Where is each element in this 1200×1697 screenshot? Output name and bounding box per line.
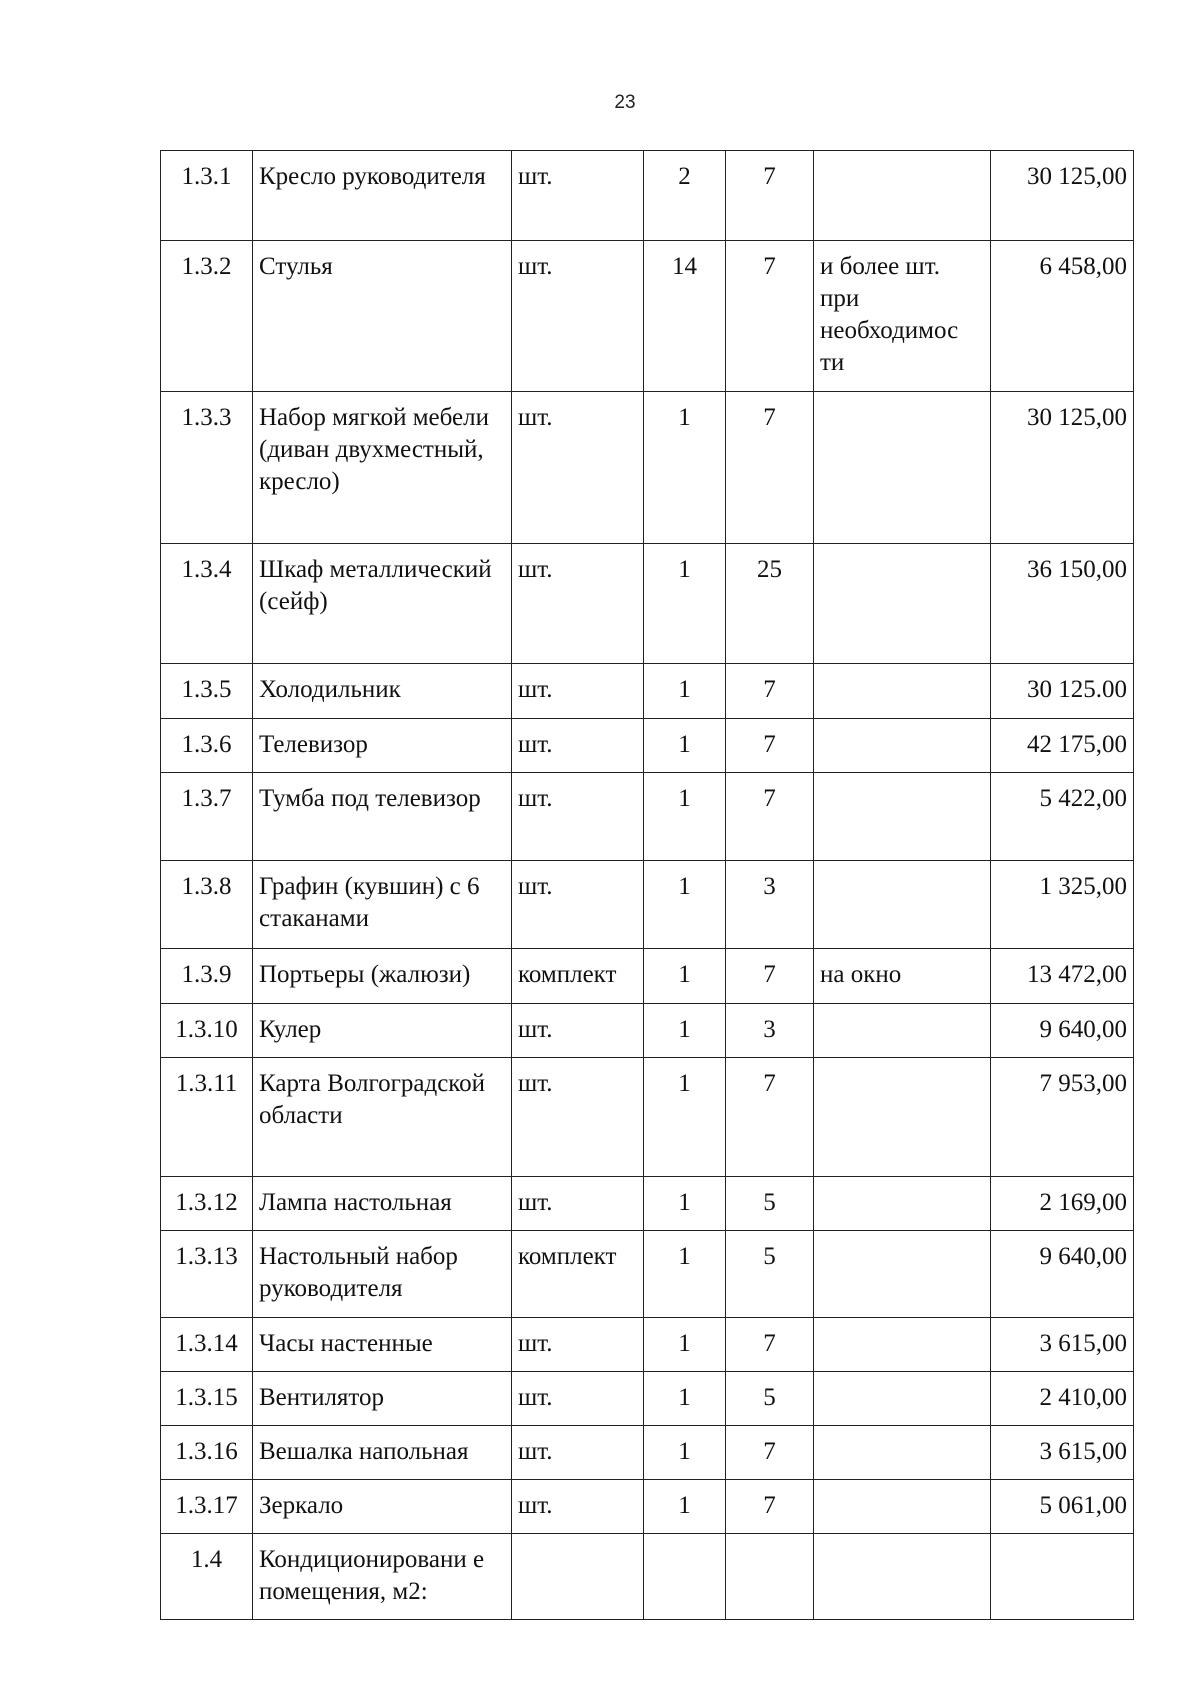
table-row: [161, 392, 1134, 544]
item-price: 13 472,00: [991, 949, 1134, 1004]
item-name: Карта Волгоградской области: [253, 1058, 512, 1177]
item-note: [814, 1480, 991, 1534]
item-price: 6 458,00: [991, 241, 1134, 392]
item-number: 1.4: [161, 1534, 253, 1620]
item-price: 3 615,00: [991, 1318, 1134, 1372]
item-term: 7: [726, 241, 814, 392]
item-number: 1.3.1: [161, 151, 253, 241]
table-row: [161, 1058, 1134, 1177]
table-row: [161, 1231, 1134, 1318]
table-row: [161, 151, 1134, 241]
item-unit: шт.: [512, 861, 644, 949]
item-note: [814, 392, 991, 544]
item-price: 2 410,00: [991, 1372, 1134, 1426]
item-unit: шт.: [512, 1177, 644, 1231]
item-price: 2 169,00: [991, 1177, 1134, 1231]
item-quantity: 1: [644, 1177, 726, 1231]
item-price: 42 175,00: [991, 719, 1134, 773]
item-price: 30 125.00: [991, 664, 1134, 719]
item-name: Лампа настольная: [253, 1177, 512, 1231]
item-note: [814, 719, 991, 773]
item-number: 1.3.3: [161, 392, 253, 544]
item-note: [814, 1534, 991, 1620]
table-row: [161, 949, 1134, 1004]
item-term: 7: [726, 664, 814, 719]
item-number: 1.3.9: [161, 949, 253, 1004]
item-quantity: 1: [644, 1058, 726, 1177]
item-term: 5: [726, 1231, 814, 1318]
item-quantity: 1: [644, 1426, 726, 1480]
item-term: 7: [726, 719, 814, 773]
item-name: Шкаф металлический (сейф): [253, 544, 512, 664]
item-name: Кулер: [253, 1004, 512, 1058]
item-note: [814, 1004, 991, 1058]
item-number: 1.3.8: [161, 861, 253, 949]
item-quantity: 1: [644, 664, 726, 719]
item-number: 1.3.2: [161, 241, 253, 392]
item-unit: шт.: [512, 1004, 644, 1058]
item-note: [814, 1058, 991, 1177]
item-term: 3: [726, 1004, 814, 1058]
item-price: 36 150,00: [991, 544, 1134, 664]
item-note: [814, 1372, 991, 1426]
item-number: 1.3.6: [161, 719, 253, 773]
item-unit: шт.: [512, 1372, 644, 1426]
item-quantity: 1: [644, 719, 726, 773]
item-term: 7: [726, 1480, 814, 1534]
page-number: 23: [614, 92, 636, 113]
item-unit: шт.: [512, 664, 644, 719]
item-price: 3 615,00: [991, 1426, 1134, 1480]
item-number: 1.3.11: [161, 1058, 253, 1177]
item-note: [814, 773, 991, 861]
item-name: Телевизор: [253, 719, 512, 773]
item-unit: [512, 1534, 644, 1620]
item-quantity: [644, 1534, 726, 1620]
item-unit: шт.: [512, 1426, 644, 1480]
table-row: [161, 1177, 1134, 1231]
item-number: 1.3.7: [161, 773, 253, 861]
item-name: Зеркало: [253, 1480, 512, 1534]
item-name: Вешалка напольная: [253, 1426, 512, 1480]
item-price: 30 125,00: [991, 151, 1134, 241]
item-number: 1.3.13: [161, 1231, 253, 1318]
item-price: [991, 1534, 1134, 1620]
item-term: 3: [726, 861, 814, 949]
item-note: [814, 544, 991, 664]
item-term: 7: [726, 392, 814, 544]
item-number: 1.3.12: [161, 1177, 253, 1231]
item-unit: комплект: [512, 1231, 644, 1318]
item-name: Портьеры (жалюзи): [253, 949, 512, 1004]
item-quantity: 1: [644, 861, 726, 949]
item-note: [814, 1318, 991, 1372]
table-row: [161, 1426, 1134, 1480]
item-note: [814, 1426, 991, 1480]
item-quantity: 1: [644, 1231, 726, 1318]
item-quantity: 1: [644, 949, 726, 1004]
item-term: 5: [726, 1372, 814, 1426]
item-term: 7: [726, 949, 814, 1004]
table-row: [161, 241, 1134, 392]
item-quantity: 14: [644, 241, 726, 392]
item-number: 1.3.10: [161, 1004, 253, 1058]
item-term: 5: [726, 1177, 814, 1231]
item-note: [814, 861, 991, 949]
item-number: 1.3.17: [161, 1480, 253, 1534]
item-name: Графин (кувшин) с 6 стаканами: [253, 861, 512, 949]
item-term: 7: [726, 151, 814, 241]
item-name: Кресло руководителя: [253, 151, 512, 241]
item-note: на окно: [814, 949, 991, 1004]
item-note: [814, 664, 991, 719]
table-row: [161, 544, 1134, 664]
item-price: 30 125,00: [991, 392, 1134, 544]
table-row: [161, 1534, 1134, 1620]
item-name: Набор мягкой мебели (диван двухместный, кресло): [253, 392, 512, 544]
item-note: [814, 151, 991, 241]
item-quantity: 1: [644, 392, 726, 544]
item-price: 9 640,00: [991, 1231, 1134, 1318]
item-note: [814, 1177, 991, 1231]
item-name: Стулья: [253, 241, 512, 392]
item-unit: шт.: [512, 773, 644, 861]
item-number: 1.3.16: [161, 1426, 253, 1480]
item-unit: шт.: [512, 719, 644, 773]
item-number: 1.3.14: [161, 1318, 253, 1372]
table-row: [161, 664, 1134, 719]
item-name: Часы настенные: [253, 1318, 512, 1372]
item-quantity: 1: [644, 773, 726, 861]
item-price: 5 422,00: [991, 773, 1134, 861]
item-name: Тумба под телевизор: [253, 773, 512, 861]
item-unit: шт.: [512, 1318, 644, 1372]
table-row: [161, 1004, 1134, 1058]
item-number: 1.3.15: [161, 1372, 253, 1426]
item-term: 7: [726, 1426, 814, 1480]
item-name: Настольный набор руководителя: [253, 1231, 512, 1318]
item-term: 7: [726, 773, 814, 861]
item-quantity: 1: [644, 1004, 726, 1058]
item-unit: шт.: [512, 241, 644, 392]
item-quantity: 1: [644, 1372, 726, 1426]
item-quantity: 1: [644, 1318, 726, 1372]
item-price: 1 325,00: [991, 861, 1134, 949]
item-unit: шт.: [512, 151, 644, 241]
goods-table: [160, 150, 1134, 1620]
item-price: 7 953,00: [991, 1058, 1134, 1177]
item-unit: шт.: [512, 1480, 644, 1534]
item-term: 7: [726, 1058, 814, 1177]
item-name: Вентилятор: [253, 1372, 512, 1426]
item-number: 1.3.4: [161, 544, 253, 664]
item-price: 5 061,00: [991, 1480, 1134, 1534]
item-term: 25: [726, 544, 814, 664]
item-quantity: 2: [644, 151, 726, 241]
item-name: Холодильник: [253, 664, 512, 719]
item-unit: шт.: [512, 544, 644, 664]
table-row: [161, 1318, 1134, 1372]
table-row: [161, 1372, 1134, 1426]
item-number: 1.3.5: [161, 664, 253, 719]
item-term: [726, 1534, 814, 1620]
item-unit: шт.: [512, 392, 644, 544]
item-note: и более шт. при необходимос ти: [814, 241, 991, 392]
table-row: [161, 861, 1134, 949]
item-quantity: 1: [644, 544, 726, 664]
table-row: [161, 1480, 1134, 1534]
item-note: [814, 1231, 991, 1318]
item-name: Кондиционировани е помещения, м2:: [253, 1534, 512, 1620]
table-row: [161, 773, 1134, 861]
item-price: 9 640,00: [991, 1004, 1134, 1058]
item-term: 7: [726, 1318, 814, 1372]
item-unit: комплект: [512, 949, 644, 1004]
table-row: [161, 719, 1134, 773]
item-quantity: 1: [644, 1480, 726, 1534]
item-unit: шт.: [512, 1058, 644, 1177]
